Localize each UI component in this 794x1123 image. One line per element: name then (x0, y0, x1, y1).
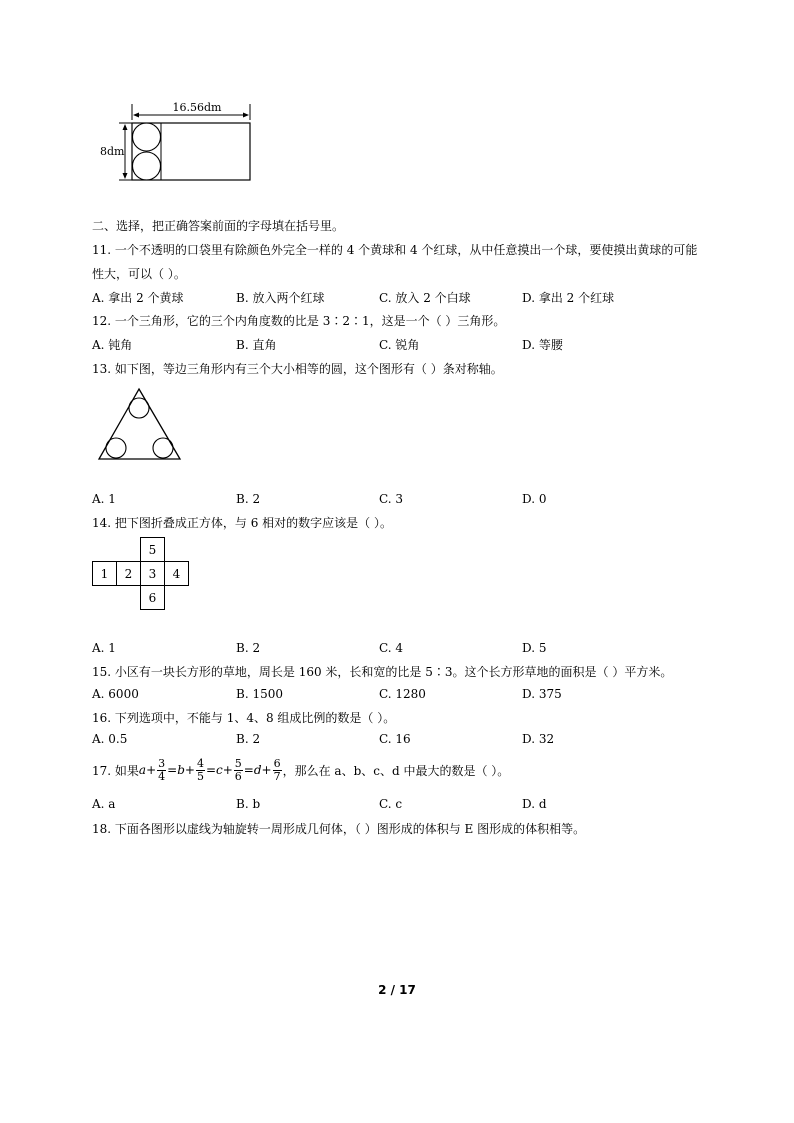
q17-fraction-2-den: 5 (196, 769, 204, 783)
q13-option-b: B. 2 (236, 492, 261, 506)
height-label: 8dm (100, 145, 125, 158)
q17-option-c: C. c (379, 797, 403, 811)
question-11-text-cont: 性大，可以（ ）。 (92, 267, 186, 281)
net-cell-bottom: 6 (148, 591, 157, 605)
width-label: 16.56dm (172, 101, 222, 114)
question-17-text (92, 753, 509, 787)
question-16-text: 16. 下列选项中，不能与 1、4、8 组成比例的数是（ ）。 (92, 711, 396, 725)
q16-option-c: C. 16 (379, 732, 411, 746)
q17-equals-3: = (243, 763, 254, 777)
q16-option-b: B. 2 (236, 732, 261, 746)
q17-fraction-3-num: 5 (234, 756, 242, 770)
q17-option-a: A. a (92, 797, 116, 811)
q17-plus-4: + (261, 763, 272, 777)
net-cell-4: 4 (172, 567, 181, 581)
q17-fraction-1 (157, 758, 166, 783)
q14-option-c: C. 4 (379, 641, 404, 655)
q17-equals-2: = (205, 763, 216, 777)
net-cell-3: 3 (148, 567, 157, 581)
triangle-circles-figure (96, 386, 184, 464)
q17-var-a: a (138, 763, 147, 777)
q17-fraction-4 (273, 758, 282, 783)
q14-option-a: A. 1 (92, 641, 116, 655)
q15-option-d: D. 375 (522, 687, 562, 701)
q13-option-d: D. 0 (522, 492, 547, 506)
q15-option-a: A. 6000 (92, 687, 139, 701)
q13-option-c: C. 3 (379, 492, 404, 506)
q16-option-a: A. 0.5 (92, 732, 128, 746)
q11-option-d: D. 拿出 2 个红球 (522, 291, 615, 305)
q11-option-c: C. 放入 2 个白球 (379, 291, 471, 305)
question-15-text: 15. 小区有一块长方形的草地，周长是 160 米，长和宽的比是 5∶3。这个长方形草地的面积是（ ）平方米。 (92, 665, 673, 679)
q17-var-b: b (177, 763, 185, 777)
net-cell-top: 5 (148, 543, 157, 557)
q17-plus-2: + (184, 763, 195, 777)
q15-option-c: C. 1280 (379, 687, 426, 701)
question-11-text: 11. 一个不透明的口袋里有除颜色外完全一样的 4 个黄球和 4 个红球，从中任意摸出一个球，要使摸出黄球的可能 (92, 243, 698, 257)
q17-fraction-3 (234, 758, 243, 783)
q14-option-b: B. 2 (236, 641, 261, 655)
q17-fraction-2-num: 4 (196, 756, 204, 770)
q17-plus-1: + (146, 763, 157, 777)
question-13-text: 13. 如下图，等边三角形内有三个大小相等的圆，这个图形有（ ）条对称轴。 (92, 362, 503, 376)
q17-fraction-4-den: 7 (273, 769, 281, 783)
question-14-text: 14. 把下图折叠成正方体，与 6 相对的数字应该是（ ）。 (92, 516, 392, 530)
q17-equals-1: = (167, 763, 178, 777)
cube-net-figure (92, 537, 192, 611)
rectangle-circles-figure (95, 98, 260, 186)
q17-fraction-3-den: 6 (234, 769, 242, 783)
question-12-text: 12. 一个三角形，它的三个内角度数的比是 3∶2∶1，这是一个（ ）三角形。 (92, 314, 506, 328)
section-title: 二、选择，把正确答案前面的字母填在括号里。 (92, 219, 345, 233)
q12-option-d: D. 等腰 (522, 338, 563, 352)
q12-option-b: B. 直角 (236, 338, 277, 352)
q17-fraction-1-den: 4 (158, 769, 166, 783)
q17-fraction-2 (196, 758, 205, 783)
q17-option-b: B. b (236, 797, 261, 811)
q12-option-a: A. 钝角 (92, 338, 133, 352)
q11-option-a: A. 拿出 2 个黄球 (92, 291, 184, 305)
net-cell-2: 2 (124, 567, 133, 581)
q17-suffix: ，那么在 a、b、c、d 中最大的数是（ ）。 (282, 763, 510, 778)
question-18-text: 18. 下面各图形以虚线为轴旋转一周形成几何体，（ ）图形成的体积与 E 图形成的体积相等。 (92, 822, 586, 836)
q17-fraction-1-num: 3 (158, 756, 166, 770)
q12-option-c: C. 锐角 (379, 338, 420, 352)
q13-option-a: A. 1 (92, 492, 116, 506)
q17-fraction-4-num: 6 (273, 756, 281, 770)
q17-prefix: 17. 如果 (92, 763, 139, 778)
q17-var-d: d (253, 763, 262, 777)
page-number: 2 / 17 (378, 983, 416, 997)
q17-option-d: D. d (522, 797, 547, 811)
net-cell-1: 1 (100, 567, 109, 581)
q14-option-d: D. 5 (522, 641, 547, 655)
q16-option-d: D. 32 (522, 732, 555, 746)
q17-plus-3: + (222, 763, 233, 777)
q17-var-c: c (216, 763, 223, 777)
q15-option-b: B. 1500 (236, 687, 283, 701)
q11-option-b: B. 放入两个红球 (236, 291, 325, 305)
